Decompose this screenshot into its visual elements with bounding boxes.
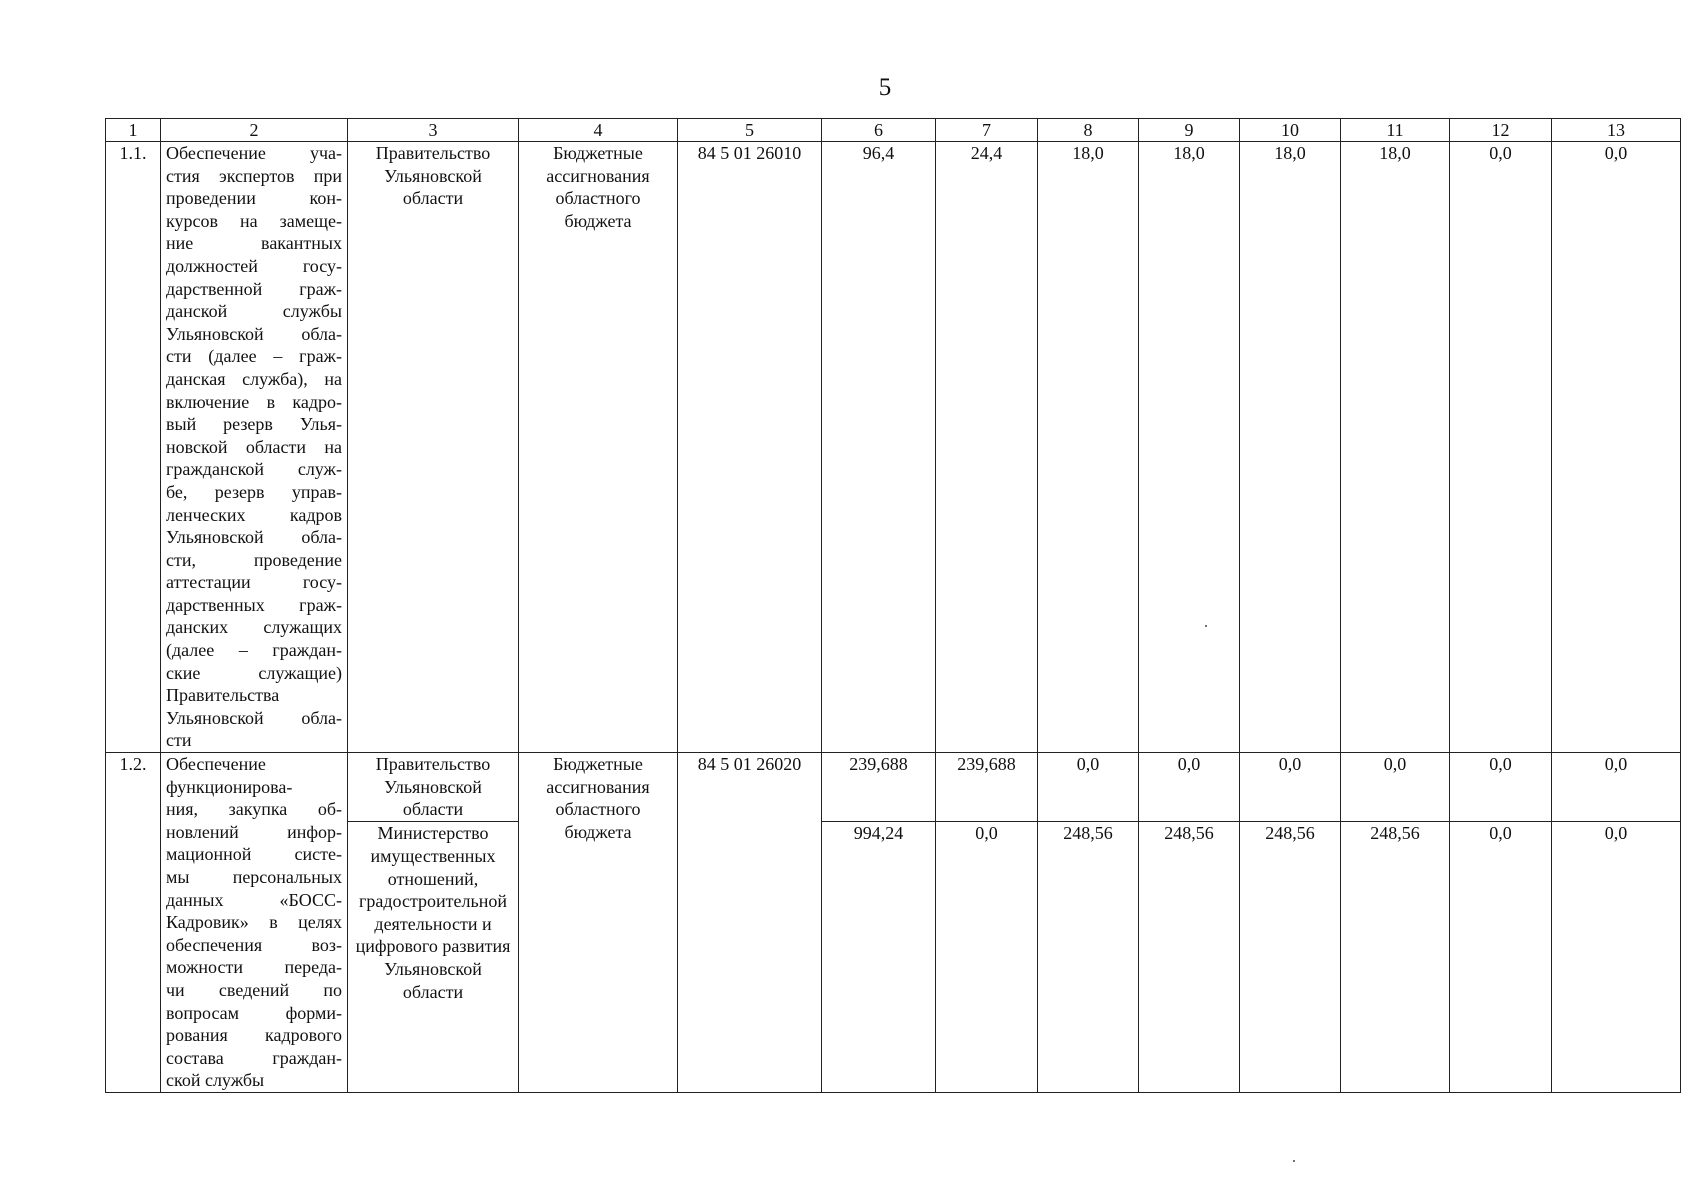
description-line: Кадровик» в целях (166, 912, 342, 933)
header-cell: 5 (678, 119, 822, 142)
value-cell: 239,688 (936, 753, 1038, 822)
description-line: гражданской служ- (166, 459, 342, 480)
description-line: новской области на (166, 436, 342, 457)
value-cell: 248,56 (1341, 822, 1450, 1093)
executor-cell: Правительство Ульяновской области (348, 142, 519, 753)
executor-cell: Правительство Ульяновской области (348, 753, 519, 822)
description-line: проведении кон- (166, 188, 342, 209)
description-line: можности переда- (166, 957, 342, 978)
description-line: ния, закупка об- (166, 799, 342, 820)
header-cell: 12 (1450, 119, 1552, 142)
description-line: бе, резерв управ- (166, 481, 342, 502)
value-cell: 0,0 (936, 822, 1038, 1093)
header-cell: 1 (106, 119, 161, 142)
description-line: Ульяновской обла- (166, 323, 342, 344)
description-line: данской службы (166, 301, 342, 322)
description-line: стия экспертов при (166, 165, 342, 186)
description-line: ской службы (166, 1070, 265, 1091)
value-cell: 0,0 (1139, 753, 1240, 822)
header-cell: 8 (1038, 119, 1139, 142)
row-number: 1.2. (106, 753, 161, 1093)
value-cell: 18,0 (1038, 142, 1139, 753)
value-cell: 0,0 (1450, 142, 1552, 753)
description-line: аттестации госу- (166, 572, 342, 593)
table-row (106, 753, 1681, 822)
value-cell: 248,56 (1139, 822, 1240, 1093)
header-cell: 2 (161, 119, 348, 142)
value-cell: 0,0 (1450, 822, 1552, 1093)
table-row (106, 142, 1681, 753)
budget-code-cell: 84 5 01 26020 (678, 753, 822, 1093)
value-cell: 248,56 (1038, 822, 1139, 1093)
value-cell: 0,0 (1552, 753, 1681, 822)
description-line: сти (166, 730, 192, 751)
scan-speck (1293, 1160, 1295, 1162)
value-cell: 24,4 (936, 142, 1038, 753)
header-cell: 9 (1139, 119, 1240, 142)
description-line: должностей госу- (166, 255, 342, 276)
description-line: Ульяновской обла- (166, 527, 342, 548)
header-cell: 13 (1552, 119, 1681, 142)
description-line: новлений инфор- (166, 821, 342, 842)
description-line: мационной систе- (166, 844, 342, 865)
executor-cell: Министерство имущественных отношений, градостроительной деятельности и цифрового развития Ульяновской области (348, 822, 519, 1093)
description-line: ние вакантных (166, 233, 342, 254)
description-line: включение в кадро- (166, 391, 342, 412)
description-line: рования кадрового (166, 1025, 342, 1046)
description-line: вый резерв Улья- (166, 414, 342, 435)
funding-source-cell: Бюджетные ассигнования областного бюджета (519, 142, 678, 753)
header-cell: 10 (1240, 119, 1341, 142)
value-cell: 248,56 (1240, 822, 1341, 1093)
description-line: обеспечения воз- (166, 934, 342, 955)
description-line: состава граждан- (166, 1047, 342, 1068)
description-line: дарственной граж- (166, 278, 342, 299)
description-line: данных «БОСС- (166, 889, 342, 910)
value-cell: 0,0 (1038, 753, 1139, 822)
value-cell: 0,0 (1450, 753, 1552, 822)
description-line: ские служащие) (166, 662, 342, 683)
description-line: мы персональных (166, 867, 342, 887)
description-line: курсов на замеще- (166, 210, 342, 231)
value-cell: 0,0 (1552, 142, 1681, 753)
value-cell: 0,0 (1240, 753, 1341, 822)
header-row (106, 119, 1681, 142)
header-cell: 4 (519, 119, 678, 142)
description-line: вопросам форми- (166, 1002, 342, 1023)
row-number: 1.1. (106, 142, 161, 753)
header-cell: 3 (348, 119, 519, 142)
measure-description (161, 142, 348, 753)
description-line: Обеспечение уча- (166, 143, 342, 163)
value-cell: 18,0 (1139, 142, 1240, 753)
scan-speck (1205, 625, 1207, 627)
description-line: чи сведений по (166, 979, 342, 1000)
header-cell: 11 (1341, 119, 1450, 142)
description-line: данская служба), на (166, 368, 342, 389)
description-line: (далее – граждан- (166, 640, 342, 661)
measure-description (161, 753, 348, 1093)
description-line: дарственных граж- (166, 594, 342, 615)
program-table (105, 118, 1681, 1093)
description-line: функционирова- (166, 776, 293, 797)
value-cell: 18,0 (1341, 142, 1450, 753)
description-line: Обеспечение (166, 754, 266, 775)
description-line: ленческих кадров (166, 504, 342, 525)
value-cell: 0,0 (1341, 753, 1450, 822)
value-cell: 18,0 (1240, 142, 1341, 753)
funding-source-cell: Бюджетные ассигнования областного бюджета (519, 753, 678, 1093)
description-line: сти (далее – граж- (166, 346, 342, 367)
value-cell: 96,4 (822, 142, 936, 753)
description-line: сти, проведение (166, 549, 342, 570)
header-cell: 6 (822, 119, 936, 142)
budget-code-cell: 84 5 01 26010 (678, 142, 822, 753)
page-number: 5 (878, 74, 892, 101)
description-line: данских служащих (166, 617, 342, 638)
value-cell: 0,0 (1552, 822, 1681, 1093)
description-line: Правительства (166, 685, 280, 706)
value-cell: 239,688 (822, 753, 936, 822)
header-cell: 7 (936, 119, 1038, 142)
value-cell: 994,24 (822, 822, 936, 1093)
description-line: Ульяновской обла- (166, 707, 342, 728)
